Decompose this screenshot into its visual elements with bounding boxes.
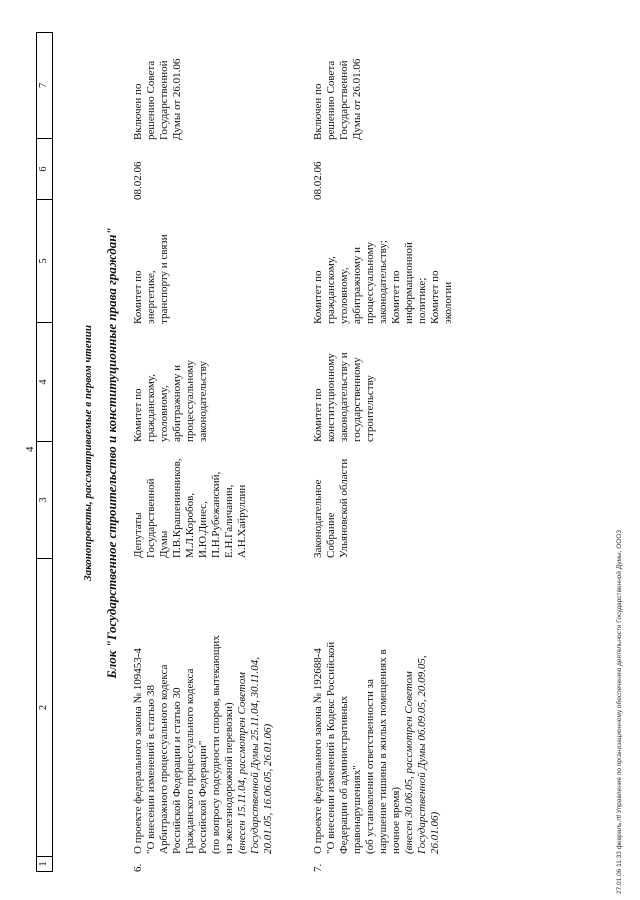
- bill-line: нарушение тишины в жилых помещениях в: [377, 649, 389, 854]
- column-number-7: 7: [37, 33, 52, 139]
- bill-line: из железнодорожной перевозки): [223, 702, 235, 854]
- column-number-3: 3: [37, 442, 52, 559]
- bill-note-line: 20.01.05, 16.06.05, 26.01.06): [262, 723, 274, 854]
- column-number-1: 1: [38, 861, 49, 867]
- bill-line: "О внесении изменений в Кодекс Российской: [325, 641, 337, 854]
- bill-line: Гражданского процессуального кодекса: [184, 668, 196, 854]
- co-executor-committee-cell: Комитет по энергетике, транспорту и связи: [132, 234, 170, 324]
- block-title: Блок "Государственное строительство и конституционные права граждан": [104, 227, 119, 679]
- column-number-2: 2: [37, 559, 52, 857]
- bill-line: Арбитражного процессуального кодекса: [158, 664, 170, 854]
- column-number-6: 6: [37, 139, 52, 200]
- bill-description: [132, 560, 275, 854]
- section-title: Законопроекты, рассматриваемые в первом чтении: [82, 325, 94, 581]
- column-number-4: 4: [37, 323, 52, 442]
- bill-line: О проекте федерального закона № 109453-4: [132, 648, 144, 854]
- bill-line: О проекте федерального закона № 192688-4: [312, 648, 324, 854]
- bill-note-line: (внесен 15.11.04, рассмотрен Советом: [236, 672, 248, 854]
- bill-line: (об установлении ответственности за: [364, 679, 376, 854]
- bill-note-line: 26.01.06): [429, 811, 441, 854]
- co-executor-committee-cell: Комитет по гражданскому, уголовному, арбитражному и процессуальному законодательству; Комитет по информационной политике; Комитет по экологии: [312, 240, 454, 324]
- print-footer: 27.01.06 11:33 февраль.rtf Управление по организационному обеспечению деятельности Государственной Думы, ООО3: [616, 530, 623, 894]
- bill-note-line: Государственной Думы 25.11.04, 30.11.04,: [249, 656, 261, 854]
- bill-line: правонарушениях": [351, 765, 363, 854]
- column-number-5: 5: [37, 200, 52, 323]
- date-cell: 08.02.06: [312, 161, 324, 200]
- column-number-header: [36, 32, 53, 872]
- bill-line: "О внесении изменений в статью 38: [145, 685, 157, 854]
- status-cell: Включен по решению Совета Государственной Думы от 26.01.06: [132, 58, 183, 140]
- responsible-committee-cell: Комитет по конституционному законодательству и государственному строительству: [312, 352, 376, 442]
- bill-description: [312, 560, 442, 854]
- bill-line: Российской Федерации": [197, 740, 209, 854]
- bill-note-line: (внесен 30.06.05, рассмотрен Советом: [403, 671, 415, 854]
- bill-line: (по вопросу подсудности споров, вытекающих: [210, 635, 222, 854]
- initiator-cell: Депутаты Государственной Думы П.В.Крашенинников, М.Л.Коробов, И.Ю.Динес, П.Н.Рубежанский, Е.Н.Галичанин, А.Н.Хайруллин: [132, 458, 248, 558]
- bill-line: ночное время): [390, 786, 402, 854]
- date-cell: 08.02.06: [132, 161, 144, 200]
- page-number: 4: [24, 446, 36, 452]
- initiator-cell: Законодательное Собрание Ульяновской области: [312, 458, 350, 558]
- row-number: 7.: [312, 863, 324, 872]
- bill-line: Федерации об административных: [338, 695, 350, 854]
- responsible-committee-cell: Комитет по гражданскому, уголовному, арбитражному и процессуальному законодательству: [132, 359, 209, 442]
- bill-line: Российской Федерации и статью 30: [171, 687, 183, 854]
- status-cell: Включен по решению Совета Государственной Думы от 26.01.06: [312, 58, 363, 140]
- bill-note-line: Государственной Думы 06.09.05, 20.09.05,: [416, 655, 428, 854]
- row-number: 6.: [132, 863, 144, 872]
